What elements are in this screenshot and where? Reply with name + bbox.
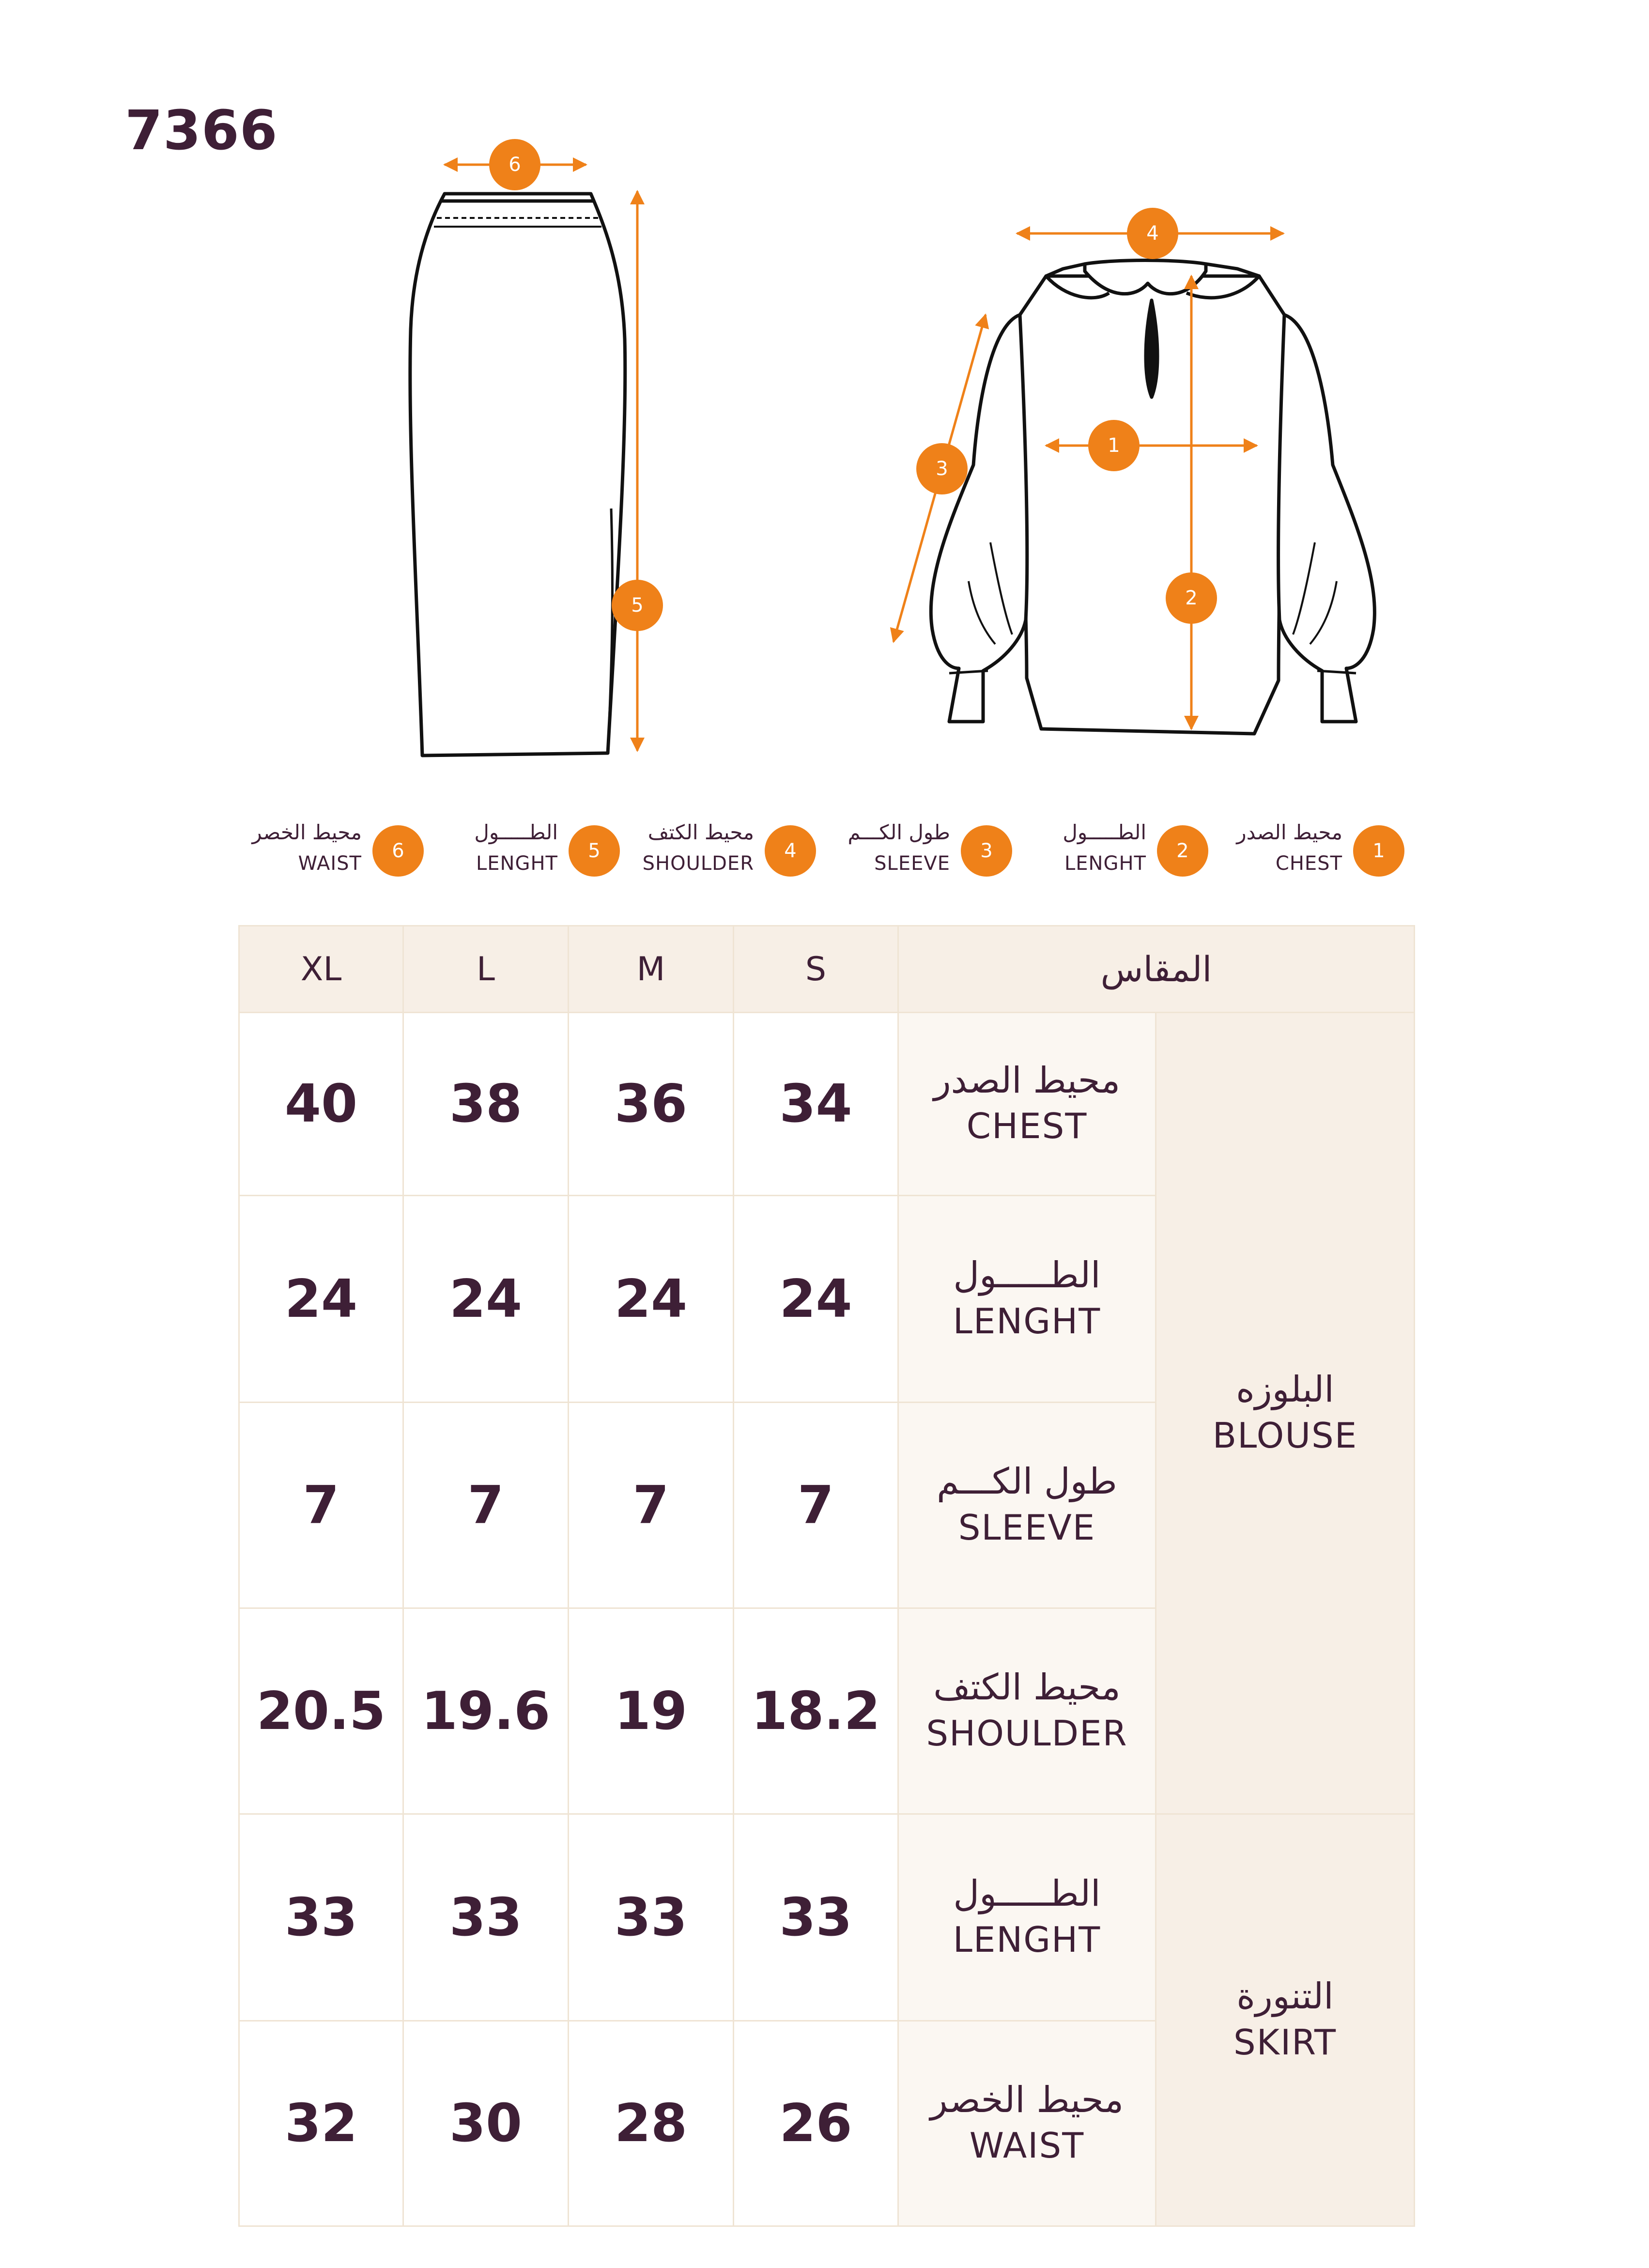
diagram-badge-4 [1127,208,1178,259]
diagram-badge-3 [916,443,968,494]
group-skirt [1155,1813,1415,2227]
garment-diagram [0,0,1649,775]
group-label-ar: البلوزه [1236,1369,1334,1411]
legend-label-ar: محيط الصدر [1236,820,1342,844]
svg-text:5: 5 [631,594,644,617]
group-label-en: BLOUSE [1212,1415,1358,1456]
row-label-en: LENGHT [953,1300,1101,1342]
legend-item-skirt-length [436,818,620,891]
group-label-en: SKIRT [1233,2021,1337,2063]
row-label-ar: طول الكـــم [937,1461,1117,1503]
size-header-xl: XL [238,925,404,1013]
svg-text:6: 6 [509,154,521,176]
value-cell: 24 [402,1195,569,1403]
row-label-en: CHEST [966,1106,1088,1147]
size-header-m: M [568,925,734,1013]
legend-label-ar: محيط الخصر [252,820,362,844]
legend-label-en: SHOULDER [642,852,754,875]
diagram-badge-2 [1166,572,1217,624]
value-cell: 19 [568,1607,734,1815]
value-cell: 24 [238,1195,404,1403]
value-cell: 40 [238,1012,404,1196]
value-cell: 34 [733,1012,899,1196]
row-label-ar: محيط الصدر [933,1059,1121,1101]
legend-label-en: WAIST [298,852,362,875]
diagram-badge-6 [489,139,540,190]
row-label-shoulder [897,1607,1156,1815]
value-cell: 20.5 [238,1607,404,1815]
legend-label-ar: محيط الكتف [647,820,754,844]
legend-item-shoulder [632,818,816,891]
row-label-skirt-length [897,1813,1156,2021]
svg-text:3: 3 [936,458,948,480]
row-label-chest [897,1012,1156,1196]
value-cell: 24 [568,1195,734,1403]
legend-badge: 1 [1353,825,1404,877]
diagram-badge-5 [612,580,663,631]
row-label-ar: محيط الكتف [933,1666,1121,1709]
legend-label-en: SLEEVE [874,852,950,875]
legend-label-en: CHEST [1275,852,1342,875]
value-cell: 7 [568,1402,734,1609]
legend-item-length [1024,818,1208,891]
value-cell: 18.2 [733,1607,899,1815]
value-cell: 19.6 [402,1607,569,1815]
value-cell: 28 [568,2020,734,2227]
row-label-ar: الطـــــول [953,1873,1101,1915]
row-label-en: WAIST [969,2125,1085,2166]
size-header-label: المقاس [897,925,1415,1013]
value-cell: 26 [733,2020,899,2227]
row-label-en: SHOULDER [926,1713,1128,1754]
row-label-ar: الطـــــول [953,1254,1101,1296]
legend-label-ar: الطـــــول [474,820,558,844]
value-cell: 32 [238,2020,404,2227]
row-label-en: SLEEVE [958,1507,1096,1548]
value-cell: 33 [733,1813,899,2021]
legend-label-en: LENGHT [1064,852,1146,875]
svg-text:1: 1 [1108,434,1120,457]
legend-badge: 4 [765,825,816,877]
legend-badge: 2 [1157,825,1208,877]
size-header-s: S [733,925,899,1013]
legend-item-chest [1220,818,1404,891]
group-label-ar: التنورة [1236,1975,1334,2018]
value-cell: 36 [568,1012,734,1196]
value-cell: 7 [402,1402,569,1609]
value-cell: 33 [402,1813,569,2021]
legend-label-en: LENGHT [476,852,558,875]
product-code: 7366 [125,99,278,162]
value-cell: 7 [238,1402,404,1609]
group-blouse [1155,1012,1415,1815]
value-cell: 33 [238,1813,404,2021]
legend-badge: 3 [961,825,1012,877]
legend-badge: 6 [372,825,424,877]
value-cell: 7 [733,1402,899,1609]
skirt-drawing [410,194,625,756]
row-label-en: LENGHT [953,1919,1101,1960]
legend-item-waist [240,818,424,891]
value-cell: 38 [402,1012,569,1196]
svg-text:4: 4 [1146,222,1159,245]
value-cell: 33 [568,1813,734,2021]
value-cell: 24 [733,1195,899,1403]
row-label-sleeve [897,1402,1156,1609]
row-label-length [897,1195,1156,1403]
legend-item-sleeve [828,818,1012,891]
legend-badge: 5 [569,825,620,877]
row-label-ar: محيط الخصر [930,2079,1124,2121]
row-label-waist [897,2020,1156,2227]
blouse-drawing [931,261,1374,734]
value-cell: 30 [402,2020,569,2227]
legend-label-ar: طول الكـــم [848,820,950,844]
diagram-badge-1 [1088,420,1140,471]
legend-label-ar: الطـــــول [1063,820,1146,844]
size-header-l: L [402,925,569,1013]
svg-text:2: 2 [1185,587,1198,609]
